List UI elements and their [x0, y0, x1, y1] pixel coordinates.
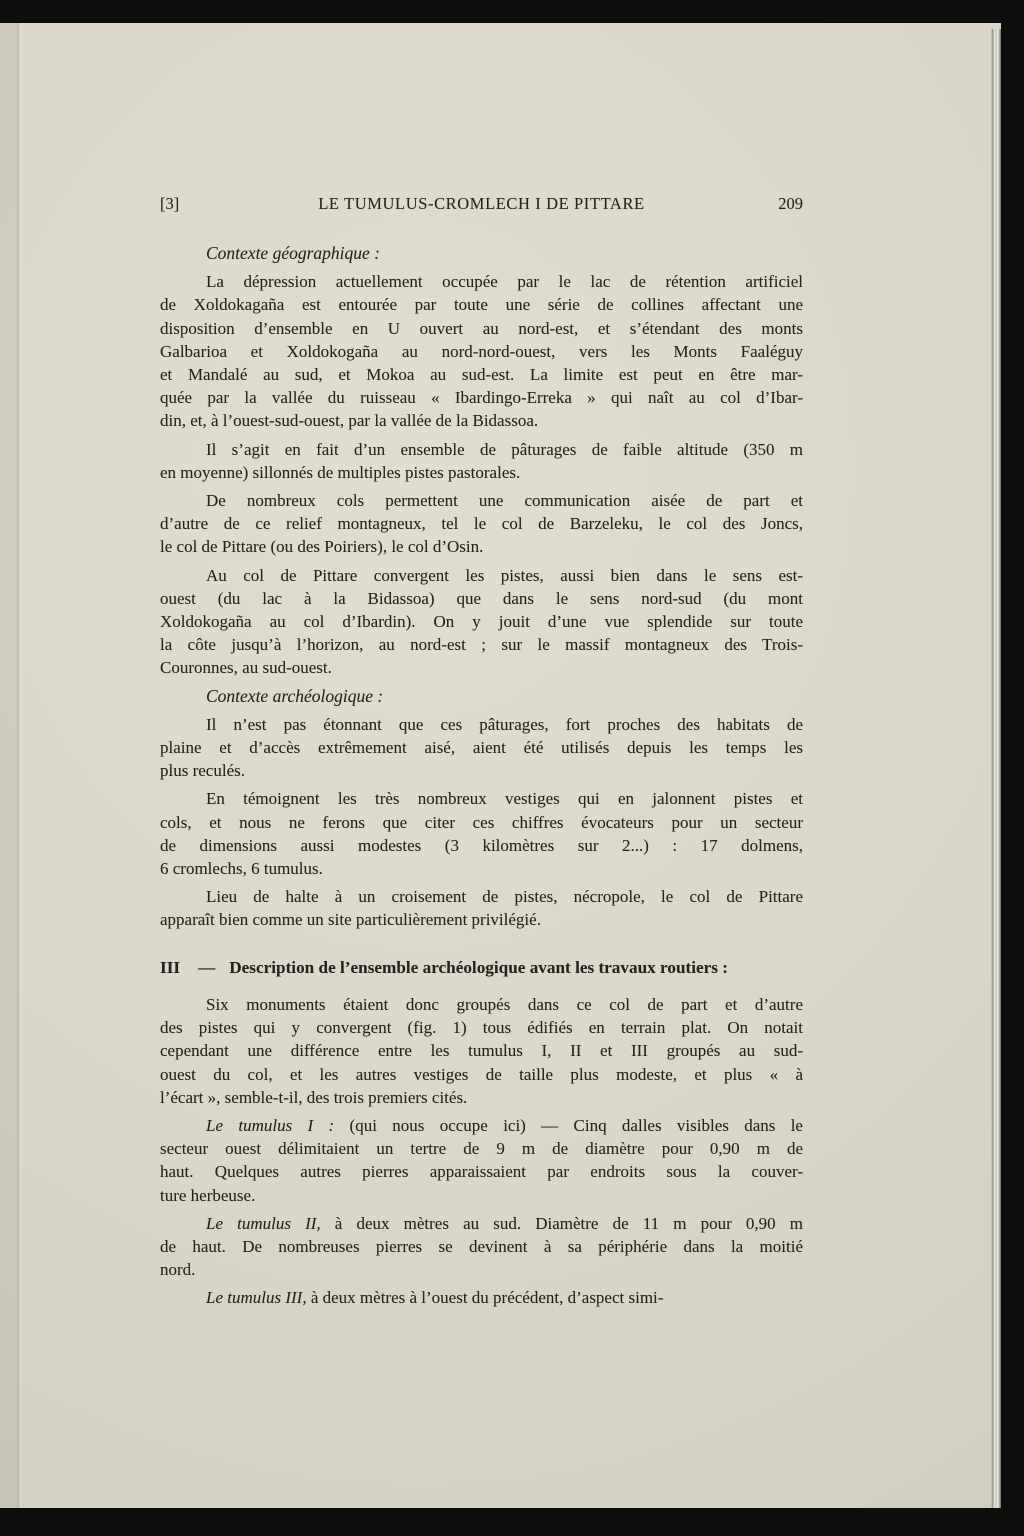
italic-lead: Le tumulus III,: [206, 1288, 307, 1308]
text-line: Il n’est pas étonnant que ces pâturages, fort proches des habitats de: [206, 714, 803, 734]
section-heading: [160, 956, 803, 979]
text-line: et Mandalé au sud, et Mokoa au sud-est. La limite est peut en être mar-: [160, 365, 803, 385]
subsection-heading: Contexte archéologique :: [206, 685, 384, 706]
text-line: ouest du col, et les autres vestiges de taille plus modeste, et plus « à: [160, 1064, 803, 1084]
subsection-heading: Contexte géographique :: [206, 243, 380, 263]
paragraph: [160, 1114, 803, 1207]
text-block: [160, 192, 803, 1310]
text-line: ouest (du lac à la Bidassoa) que dans le sens nord-sud (du mont: [160, 588, 803, 608]
text-line: plaine et d’accès extrêmement aisé, aient été utilisés depuis les temps les: [160, 738, 803, 758]
text-line: nord.: [160, 1260, 196, 1280]
text-line: La dépression actuellement occupée par le lac de rétention artificiel: [206, 272, 803, 292]
scanned-page: [0, 23, 1001, 1508]
text-line: quée par la vallée du ruisseau « Ibardingo-Erreka » qui naît au col d’Ibar-: [160, 388, 803, 408]
section-dash: —: [198, 957, 216, 977]
text-line: plus reculés.: [160, 761, 245, 781]
text-line: apparaît bien comme un site particulièrement privilégié.: [160, 910, 541, 930]
page-body: [160, 242, 803, 1310]
text-line: De nombreux cols permettent une communication aisée de part et: [206, 491, 803, 511]
paragraph: [160, 787, 803, 880]
paragraph: [160, 993, 803, 1109]
text-line: En témoignent les très nombreux vestiges qui en jalonnent pistes et: [206, 789, 803, 809]
text-line: de haut. De nombreuses pierres se devinent à sa périphérie dans la moitié: [160, 1236, 803, 1256]
line-rest: (qui nous occupe ici) — Cinq dalles visibles dans le: [334, 1115, 803, 1135]
page-header: [160, 192, 803, 216]
text-line: haut. Quelques autres pierres apparaissaient par endroits sous la couver-: [160, 1162, 803, 1182]
text-line: Il s’agit en fait d’un ensemble de pâturages de faible altitude (350 m: [206, 439, 803, 459]
text-line: la côte jusqu’à l’horizon, au nord-est ; sur le massif montagneux des Trois-: [160, 635, 803, 655]
text-line: [160, 1212, 803, 1235]
text-line: de Xoldokagaña est entourée par toute une série de collines affectant une: [160, 295, 803, 315]
paragraph: [160, 489, 803, 559]
text-line: Lieu de halte à un croisement de pistes, nécropole, le col de Pittare: [206, 887, 803, 907]
bracket-number: [3]: [160, 194, 180, 213]
italic-lead: Le tumulus II,: [206, 1213, 321, 1233]
text-line: le col de Pittare (ou des Poiriers), le col d’Osin.: [160, 537, 484, 557]
paragraph: [160, 564, 803, 680]
facing-page-sliver: [0, 23, 17, 1508]
text-line: des pistes qui y convergent (fig. 1) tous édifiés en terrain plat. On notait: [160, 1018, 803, 1038]
section-number: III: [160, 957, 181, 977]
line-rest: à deux mètres au sud. Diamètre de 11 m pour 0,90 m: [320, 1213, 803, 1233]
line-rest: à deux mètres à l’ouest du précédent, d’aspect simi-: [306, 1288, 664, 1308]
text-line: d’autre de ce relief montagneux, tel le col de Barzeleku, le col des Joncs,: [160, 514, 803, 534]
paragraph: [160, 438, 803, 484]
text-line: Xoldokogaña au col d’Ibardin). On y jouit d’une vue splendide sur toute: [160, 612, 803, 632]
text-line: din, et, à l’ouest-sud-ouest, par la vallée de la Bidassoa.: [160, 411, 539, 431]
text-line: en moyenne) sillonnés de multiples pistes pastorales.: [160, 462, 521, 482]
text-line: [160, 1114, 803, 1137]
gutter-crease: [17, 23, 22, 1508]
running-title: LE TUMULUS-CROMLECH I DE PITTARE: [318, 194, 645, 213]
text-line: Couronnes, au sud-ouest.: [160, 658, 332, 678]
text-line: Six monuments étaient donc groupés dans ce col de part et d’autre: [206, 994, 803, 1014]
paragraph: [160, 1286, 803, 1309]
text-line: l’écart », semble-t-il, des trois premiers cités.: [160, 1087, 468, 1107]
text-line: Au col de Pittare convergent les pistes, aussi bien dans le sens est-: [206, 565, 803, 585]
text-line: [160, 1286, 803, 1309]
text-line: Galbarioa et Xoldokogaña au nord-nord-ouest, vers les Monts Faaléguy: [160, 341, 803, 361]
text-line: ture herbeuse.: [160, 1185, 256, 1205]
page-edge-stack: [991, 29, 1001, 1508]
paragraph: [160, 270, 803, 432]
text-line: cols, et nous ne ferons que citer ces chiffres évocateurs pour un secteur: [160, 812, 803, 832]
text-line: secteur ouest délimitaient un tertre de 9 m de diamètre pour 0,90 m de: [160, 1139, 803, 1159]
text-line: de dimensions aussi modestes (3 kilomètres sur 2...) : 17 dolmens,: [160, 835, 803, 855]
text-line: 6 cromlechs, 6 tumulus.: [160, 859, 323, 879]
text-line: cependant une différence entre les tumulus I, II et III groupés au sud-: [160, 1041, 803, 1061]
paragraph: [160, 713, 803, 783]
text-line: disposition d’ensemble en U ouvert au nord-est, et s’étendant des monts: [160, 318, 803, 338]
section-title: Description de l’ensemble archéologique avant les travaux routiers :: [229, 957, 728, 977]
paragraph: [160, 1212, 803, 1282]
italic-lead: Le tumulus I :: [206, 1115, 335, 1135]
page-number: 209: [778, 194, 803, 213]
paragraph: [160, 885, 803, 931]
